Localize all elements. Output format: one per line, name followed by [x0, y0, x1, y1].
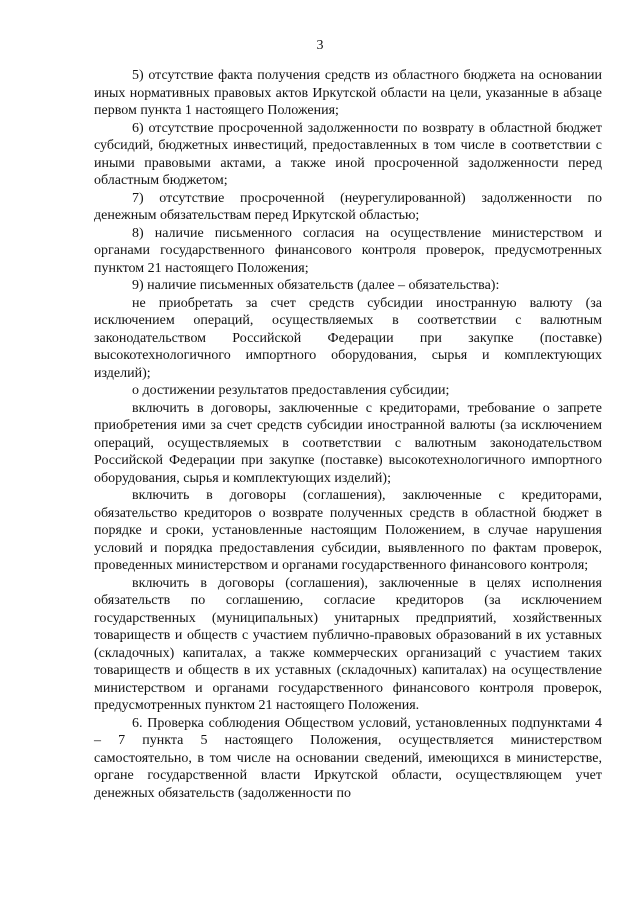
- item-8-paragraph: 8) наличие письменного согласия на осуществление министерством и органами государственного финансового контроля проверок, предусмотренных пунктом 21 настоящего Положения;: [94, 225, 602, 276]
- obligation-creditors-consent-paragraph: включить в договоры (соглашения), заключенные в целях исполнения обязательств по соглашению, согласие кредиторов (за исключением государственных (муниципальных) унитарных предприятий, хозяйственных товариществ и обществ с участием публично-правовых образований в их уставных (складочных) капиталах, а также коммерческих организаций с участием таких товариществ и обществ в их уставных (складочных) капиталах) на осуществление министерством и органами государственного финансового контроля проверок, предусмотренных пунктом 21 настоящего Положения.: [94, 575, 602, 713]
- point-6-paragraph: 6. Проверка соблюдения Обществом условий, установленных подпунктами 4 – 7 пункта 5 настоящего Положения, осуществляется министерством самостоятельно, в том числе на основании сведений, имеющихся в министерстве, органе государственной власти Иркутской области, осуществляющем учет денежных обязательств (задолженности по: [94, 715, 602, 801]
- obligation-creditors-refund-paragraph: включить в договоры (соглашения), заключенные с кредиторами, обязательство кредиторов о возврате полученных средств в областной бюджет в порядке и сроки, установленные настоящим Положением, в случае нарушения условий и порядка предоставления субсидии, выявленного по фактам проверок, проведенных министерством и органами государственного финансового контроля;: [94, 488, 602, 573]
- obligation-currency-paragraph: не приобретать за счет средств субсидии иностранную валюту (за исключением операций, осуществляемых в соответствии с валютным законодательством Российской Федерации при закупке (поставке) высокотехнологичного импортного оборудования, сырья и комплектующих изделий);: [94, 295, 602, 381]
- item-7-paragraph: 7) отсутствие просроченной (неурегулированной) задолженности по денежным обязательствам перед Иркутской областью;: [94, 190, 602, 223]
- document-body: [94, 67, 602, 802]
- page-number: 3: [316, 38, 324, 53]
- obligation-creditors-currency-paragraph: включить в договоры, заключенные с кредиторами, требование о запрете приобретения ими за счет средств субсидии иностранной валюты (за исключением операций, осуществляемых в соответствии с валютным законодательством Российской Федерации при закупке (поставке) высокотехнологичного импортного оборудования, сырья и комплектующих изделий);: [94, 400, 602, 486]
- item-9-paragraph: 9) наличие письменных обязательств (далее – обязательства):: [132, 278, 500, 293]
- obligation-results-paragraph: о достижении результатов предоставления субсидии;: [132, 383, 450, 398]
- item-6-paragraph: 6) отсутствие просроченной задолженности по возврату в областной бюджет субсидий, бюджетных инвестиций, предоставленных в том числе в соответствии с иными правовыми актами, а также иной просроченной задолженности перед областным бюджетом;: [94, 120, 602, 188]
- item-5-paragraph: 5) отсутствие факта получения средств из областного бюджета на основании иных нормативных правовых актов Иркутской области на цели, указанные в абзаце первом пункта 1 настоящего Положения;: [94, 68, 602, 118]
